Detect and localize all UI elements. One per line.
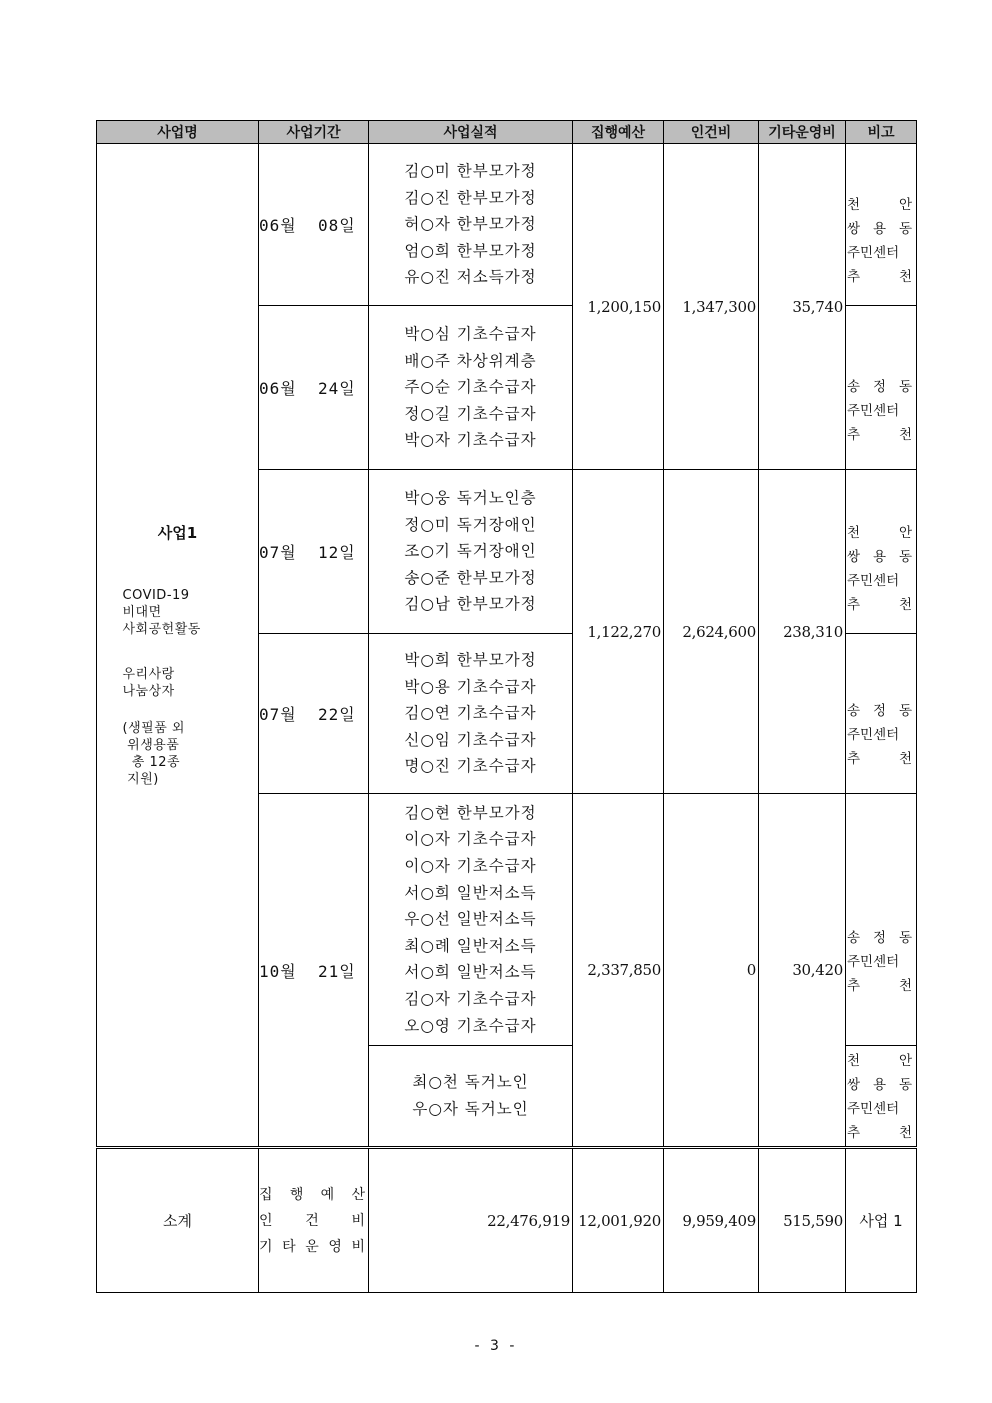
list-item: 신○임 기초수급자	[404, 730, 537, 749]
list-item: 박○자 기초수급자	[404, 431, 537, 450]
subtotal-budget: 12,001,920	[573, 1148, 664, 1293]
list-item: 박○웅 독거노인층	[404, 489, 537, 508]
list-item: 김○자 기초수급자	[404, 989, 537, 1008]
business-name-cell	[97, 144, 259, 1148]
note-line: 쌍 용 동	[847, 220, 912, 237]
business-table	[96, 120, 917, 1293]
list-item: 우○자 독거노인	[412, 1100, 529, 1118]
list-item: 박○심 기초수급자	[404, 325, 537, 344]
business-desc-line: COVID-19	[122, 588, 190, 603]
business-desc-line: 총 12종	[122, 755, 181, 770]
subtotal-other-cost: 515,590	[759, 1148, 846, 1293]
note-line: 추 천	[847, 977, 912, 994]
period-text: 07월 12일	[259, 543, 356, 562]
note-line: 천 안	[847, 196, 912, 213]
list-item: 최○례 일반저소득	[404, 936, 537, 955]
note-cell	[846, 634, 917, 794]
budget-cell: 1,200,150	[573, 144, 664, 470]
note-line: 추 천	[847, 1125, 912, 1141]
list-item: 송○준 한부모가정	[404, 568, 537, 587]
list-item: 허○자 한부모가정	[404, 215, 537, 234]
note-line: 천 안	[847, 1053, 912, 1069]
note-line: 추 천	[847, 596, 912, 613]
other-cost-cell: 35,740	[759, 144, 846, 470]
note-line: 쌍 용 동	[847, 548, 912, 565]
list-item: 명○진 기초수급자	[404, 757, 537, 776]
list-item: 오○영 기초수급자	[404, 1016, 537, 1035]
note-line: 추 천	[847, 426, 912, 443]
period-cell	[259, 306, 369, 470]
labor-cell: 1,347,300	[664, 144, 759, 470]
performance-cell	[369, 144, 573, 306]
header-business-name: 사업명	[97, 121, 259, 144]
list-item: 주○순 기초수급자	[404, 378, 537, 397]
period-text: 07월 22일	[259, 705, 356, 724]
list-item: 박○용 기초수급자	[404, 677, 537, 696]
business-desc-line: 우리사랑	[122, 667, 175, 682]
note-line: 주민센터	[847, 402, 900, 419]
subtotal-item: 기 타 운 영 비	[259, 1238, 365, 1255]
header-note: 비고	[846, 121, 917, 144]
list-item: 최○천 독거노인	[412, 1073, 529, 1092]
budget-cell: 1,122,270	[573, 470, 664, 794]
subtotal-item: 인 건 비	[259, 1212, 365, 1229]
subtotal-items	[259, 1148, 369, 1293]
note-cell	[846, 794, 917, 1046]
page-number: - 3 -	[474, 1338, 518, 1354]
subtotal-item: 집 행 예 산	[259, 1186, 365, 1203]
business-desc-line: (생필품 외	[122, 721, 185, 736]
period-cell	[259, 470, 369, 634]
list-item: 이○자 기초수급자	[404, 830, 537, 849]
subtotal-label: 소계	[97, 1148, 259, 1293]
note-line: 추 천	[847, 268, 912, 285]
note-line: 주민센터	[847, 953, 900, 970]
note-line: 송 정 동	[847, 702, 912, 719]
business-desc-line: 나눔상자	[122, 684, 175, 699]
header-budget: 집행예산	[573, 121, 664, 144]
list-item: 김○남 한부모가정	[404, 595, 537, 614]
list-item: 정○미 독거장애인	[404, 515, 537, 534]
list-item: 유○진 저소득가정	[404, 268, 537, 287]
list-item: 조○기 독거장애인	[404, 542, 537, 561]
list-item: 서○희 일반저소득	[404, 883, 537, 902]
subtotal-note: 사업 1	[846, 1148, 917, 1293]
note-line: 주민센터	[847, 244, 900, 261]
note-line: 천 안	[847, 524, 912, 541]
note-cell	[846, 306, 917, 470]
labor-cell: 2,624,600	[664, 470, 759, 794]
note-cell	[846, 1046, 917, 1148]
other-cost-cell: 238,310	[759, 470, 846, 794]
note-line: 추 천	[847, 750, 912, 767]
header-other-cost: 기타운영비	[759, 121, 846, 144]
list-item: 엄○희 한부모가정	[404, 241, 537, 260]
list-item: 배○주 차상위계층	[404, 351, 537, 370]
performance-cell	[369, 1046, 573, 1148]
note-line: 송 정 동	[847, 929, 912, 946]
note-line: 주민센터	[847, 572, 900, 589]
note-line: 주민센터	[847, 726, 900, 743]
performance-cell	[369, 306, 573, 470]
header-labor: 인건비	[664, 121, 759, 144]
list-item: 김○미 한부모가정	[404, 162, 537, 181]
table-row	[97, 144, 917, 306]
note-cell	[846, 470, 917, 634]
note-line: 주민센터	[847, 1101, 900, 1117]
list-item: 김○현 한부모가정	[404, 803, 537, 822]
period-cell	[259, 144, 369, 306]
list-item: 박○희 한부모가정	[404, 651, 537, 670]
subtotal-total: 22,476,919	[369, 1148, 573, 1293]
period-cell	[259, 794, 369, 1148]
header-row	[97, 121, 917, 144]
list-item: 김○연 기초수급자	[404, 704, 537, 723]
period-cell	[259, 634, 369, 794]
list-item: 이○자 기초수급자	[404, 857, 537, 876]
period-text: 10월 21일	[259, 961, 356, 981]
business-title: 사업1	[157, 524, 198, 542]
subtotal-labor: 9,959,409	[664, 1148, 759, 1293]
list-item: 서○희 일반저소득	[404, 963, 537, 982]
budget-cell: 2,337,850	[573, 794, 664, 1148]
period-text: 06월 08일	[259, 216, 356, 235]
note-line: 쌍 용 동	[847, 1077, 912, 1093]
business-desc-line: 위생용품	[122, 738, 180, 753]
note-cell	[846, 144, 917, 306]
performance-cell	[369, 470, 573, 634]
list-item: 우○선 일반저소득	[404, 910, 537, 929]
period-text: 06월 24일	[259, 379, 356, 398]
header-period: 사업기간	[259, 121, 369, 144]
list-item: 김○진 한부모가정	[404, 188, 537, 207]
note-line: 송 정 동	[847, 378, 912, 395]
list-item: 정○길 기초수급자	[404, 404, 537, 423]
business-desc-line: 사회공헌활동	[122, 622, 201, 637]
header-performance: 사업실적	[369, 121, 573, 144]
labor-cell: 0	[664, 794, 759, 1148]
subtotal-row	[97, 1148, 917, 1293]
performance-cell	[369, 634, 573, 794]
business-desc-line: 지원)	[122, 772, 159, 787]
other-cost-cell: 30,420	[759, 794, 846, 1148]
performance-cell	[369, 794, 573, 1046]
business-desc-line: 비대면	[122, 605, 162, 620]
